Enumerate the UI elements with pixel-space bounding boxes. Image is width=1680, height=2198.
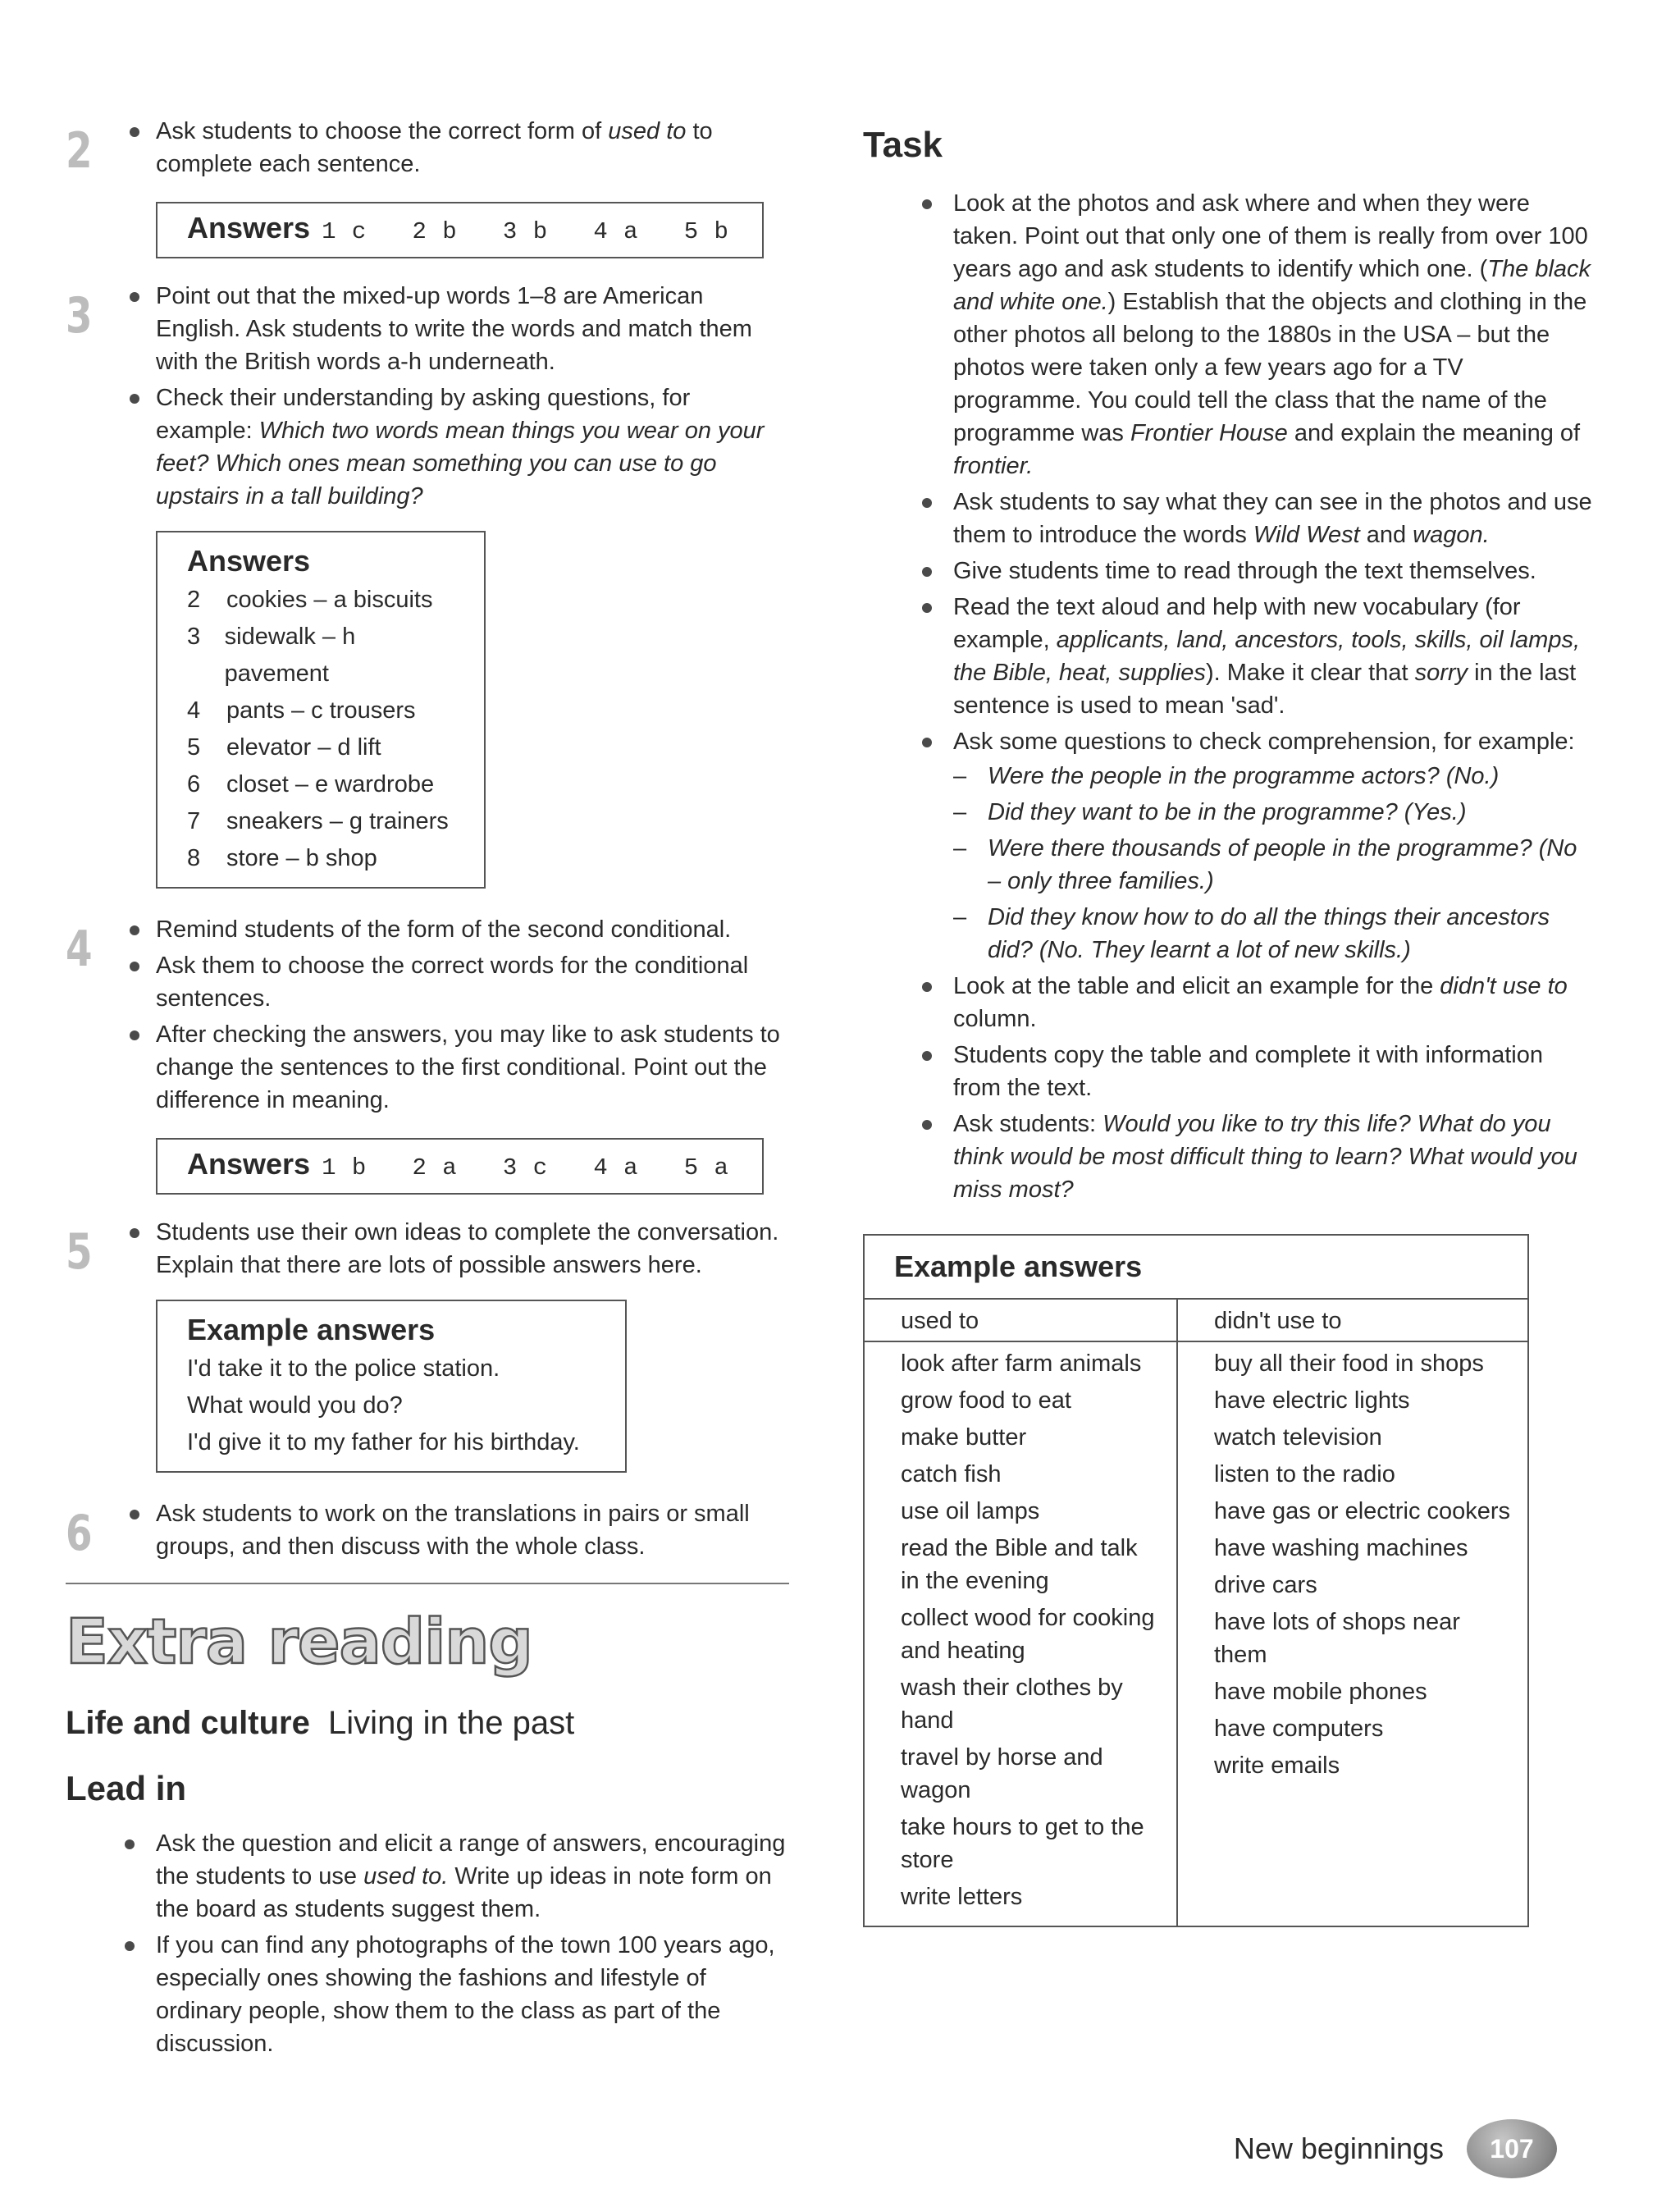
bullet-list <box>156 1497 788 1563</box>
page-footer <box>1234 2119 1557 2178</box>
column-header-didnt-use-to: didn't use to <box>1178 1300 1527 1342</box>
example-answers-box <box>156 1300 627 1473</box>
table-cell: watch television <box>1214 1424 1382 1451</box>
bullet-item: Ask some questions to check comprehension, for example: – Were the people in the programme actors? (No.) – Did they want to be in the programme? (Yes.) – Were there thousands of people in the programme? (No – only three families.) – Did they know how to do all the things their ancestors did? (No. They learnt a lot of new skills.) <box>953 725 1593 966</box>
unit-title: New beginnings <box>1233 2132 1444 2165</box>
page-number-badge: 107 <box>1467 2119 1557 2178</box>
question-list <box>953 760 1593 966</box>
task-heading: Task <box>863 125 943 165</box>
table-cell: have gas or electric cookers <box>1214 1498 1511 1524</box>
bullet-list <box>156 1216 788 1282</box>
table-cell: have mobile phones <box>1214 1679 1427 1705</box>
bullet-list <box>156 280 788 513</box>
answer-row: 3 sidewalk – h pavement <box>187 624 356 687</box>
section-5 <box>66 1216 788 1497</box>
example-line: I'd give it to my father for his birthday. <box>187 1429 580 1455</box>
table-cell: write emails <box>1214 1752 1340 1779</box>
right-column <box>863 120 1593 1927</box>
bullet-item: Students copy the table and complete it with information from the text. <box>953 1039 1593 1104</box>
bullet-item: After checking the answers, you may like to ask students to change the sentences to the first conditional. Point out the difference in meaning. <box>156 1018 788 1117</box>
section-number: 2 <box>66 122 93 180</box>
table-cell: travel by horse and wagon <box>901 1744 1103 1803</box>
bullet-item: Ask students to choose the correct form of used to to complete each sentence. <box>156 115 788 181</box>
table-cell: listen to the radio <box>1214 1461 1395 1487</box>
answers-box <box>156 1138 764 1195</box>
bullet-item: Ask students: Would you like to try this life? What do you think would be most difficult thing to learn? What would you miss most? <box>953 1108 1593 1206</box>
bullet-item: Check their understanding by asking questions, for example: Which two words mean things you wear on your feet? Which ones mean something you can use to go upstairs in a tall building? <box>156 382 788 513</box>
table-cell: read the Bible and talk in the evening <box>901 1535 1138 1594</box>
section-4 <box>66 913 788 1216</box>
bullet-list <box>156 913 788 1117</box>
question-item: – Did they know how to do all the things their ancestors did? (No. They learnt a lot of new skills.) <box>988 901 1593 966</box>
bullet-item: Look at the table and elicit an example for the didn't use to column. <box>953 970 1593 1035</box>
table-cell: buy all their food in shops <box>1214 1350 1484 1377</box>
table-cell: grow food to eat <box>901 1387 1071 1414</box>
lead-in-heading: Lead in <box>66 1769 187 1807</box>
table-cell: write letters <box>901 1884 1023 1910</box>
bullet-item: Ask students to say what they can see in the photos and use them to introduce the words Wild West and wagon. <box>953 486 1593 551</box>
example-answers-label: Example answers <box>187 1313 436 1346</box>
answers-label: Answers <box>187 544 311 578</box>
section-divider <box>66 1583 789 1584</box>
bullet-item: Ask the question and elicit a range of answers, encouraging the students to use used to. Write up ideas in note form on the board as students suggest them. <box>156 1827 788 1926</box>
answers-label: Answers <box>187 211 311 244</box>
answer-row: 6 closet – e wardrobe <box>187 771 435 797</box>
table-cell: drive cars <box>1214 1572 1317 1598</box>
section-3 <box>66 280 788 913</box>
bullet-item: Look at the photos and ask where and when they were taken. Point out that only one of them is really from over 100 years ago and ask students to identify which one. (The black and white one.) Establish that the objects and clothing in the other photos all belong to the 1880s in the USA – but the photos were taken only a few years ago for a TV programme. You could tell the class that the name of the programme was Frontier House and explain the meaning of frontier. <box>953 187 1593 482</box>
section-number: 3 <box>66 287 93 345</box>
bullet-item: Students use their own ideas to complete the conversation. Explain that there are lots of possible answers here. <box>156 1216 788 1282</box>
bullet-item: Ask them to choose the correct words for the conditional sentences. <box>156 949 788 1015</box>
section-number: 5 <box>66 1223 93 1281</box>
table-cell: catch fish <box>901 1461 1002 1487</box>
bullet-item: Read the text aloud and help with new vocabulary (for example, applicants, land, ancestors, tools, skills, oil lamps, the Bible, heat, supplies). Make it clear that sorry in the last sentence is used to mean 'sad'. <box>953 591 1593 722</box>
bullet-item: Point out that the mixed-up words 1–8 are American English. Ask students to write the words and match them with the British words a-h underneath. <box>156 280 788 378</box>
section-number: 6 <box>66 1505 93 1562</box>
used-to-column <box>865 1342 1178 1926</box>
table-cell: have lots of shops near them <box>1214 1609 1460 1668</box>
bullet-item: If you can find any photographs of the town 100 years ago, especially ones showing the fashions and lifestyle of ordinary people, show them to the class as part of the discussion. <box>156 1929 788 2060</box>
lead-in-body <box>66 1827 788 2060</box>
bullet-list <box>953 187 1593 1206</box>
table-cell: use oil lamps <box>901 1498 1040 1524</box>
bullet-list <box>156 1827 788 2060</box>
bullet-item: Give students time to read through the text themselves. <box>953 555 1593 587</box>
column-header-used-to: used to <box>865 1300 1178 1342</box>
answer-row: 4 pants – c trousers <box>187 697 416 724</box>
table-cell: look after farm animals <box>901 1350 1142 1377</box>
table-grid <box>865 1300 1527 1926</box>
example-line: What would you do? <box>187 1392 403 1419</box>
task-body <box>863 187 1593 1206</box>
left-column <box>66 115 788 2063</box>
example-line: I'd take it to the police station. <box>187 1355 500 1382</box>
table-cell: have electric lights <box>1214 1387 1410 1414</box>
life-culture-heading: Life and culture Living in the past <box>66 1705 575 1741</box>
table-title: Example answers <box>865 1236 1527 1300</box>
table-cell: wash their clothes by hand <box>901 1675 1123 1734</box>
answers-box <box>156 531 486 889</box>
section-number: 4 <box>66 921 93 978</box>
answer-row: 8 store – b shop <box>187 845 377 871</box>
table-cell: take hours to get to the store <box>901 1814 1144 1873</box>
table-cell: have computers <box>1214 1716 1384 1742</box>
answer-row: 2 cookies – a biscuits <box>187 587 433 613</box>
bullet-item: Remind students of the form of the second conditional. <box>156 913 788 946</box>
table-cell: collect wood for cooking and heating <box>901 1605 1155 1664</box>
answers-label: Answers <box>187 1147 311 1181</box>
answers-values: 1 c 2 b 3 b 4 a 5 b <box>322 218 729 245</box>
example-answers-table <box>863 1234 1529 1927</box>
question-item: – Were there thousands of people in the programme? (No – only three families.) <box>988 832 1593 898</box>
section-2 <box>66 115 788 280</box>
table-cell: make butter <box>901 1424 1027 1451</box>
bullet-list <box>156 115 788 181</box>
bullet-item: Ask students to work on the translations in pairs or small groups, and then discuss with the whole class. <box>156 1497 788 1563</box>
section-6 <box>66 1497 788 1563</box>
extra-reading-heading: Extra reading <box>66 1605 532 1678</box>
table-cell: have washing machines <box>1214 1535 1468 1561</box>
question-item: – Were the people in the programme actors? (No.) <box>988 760 1593 793</box>
answer-row: 5 elevator – d lift <box>187 734 381 761</box>
answers-values: 1 b 2 a 3 c 4 a 5 a <box>322 1154 729 1181</box>
question-item: – Did they want to be in the programme? (Yes.) <box>988 796 1593 829</box>
answers-box <box>156 202 764 258</box>
answer-row: 7 sneakers – g trainers <box>187 808 449 834</box>
didnt-use-to-column <box>1178 1342 1527 1926</box>
